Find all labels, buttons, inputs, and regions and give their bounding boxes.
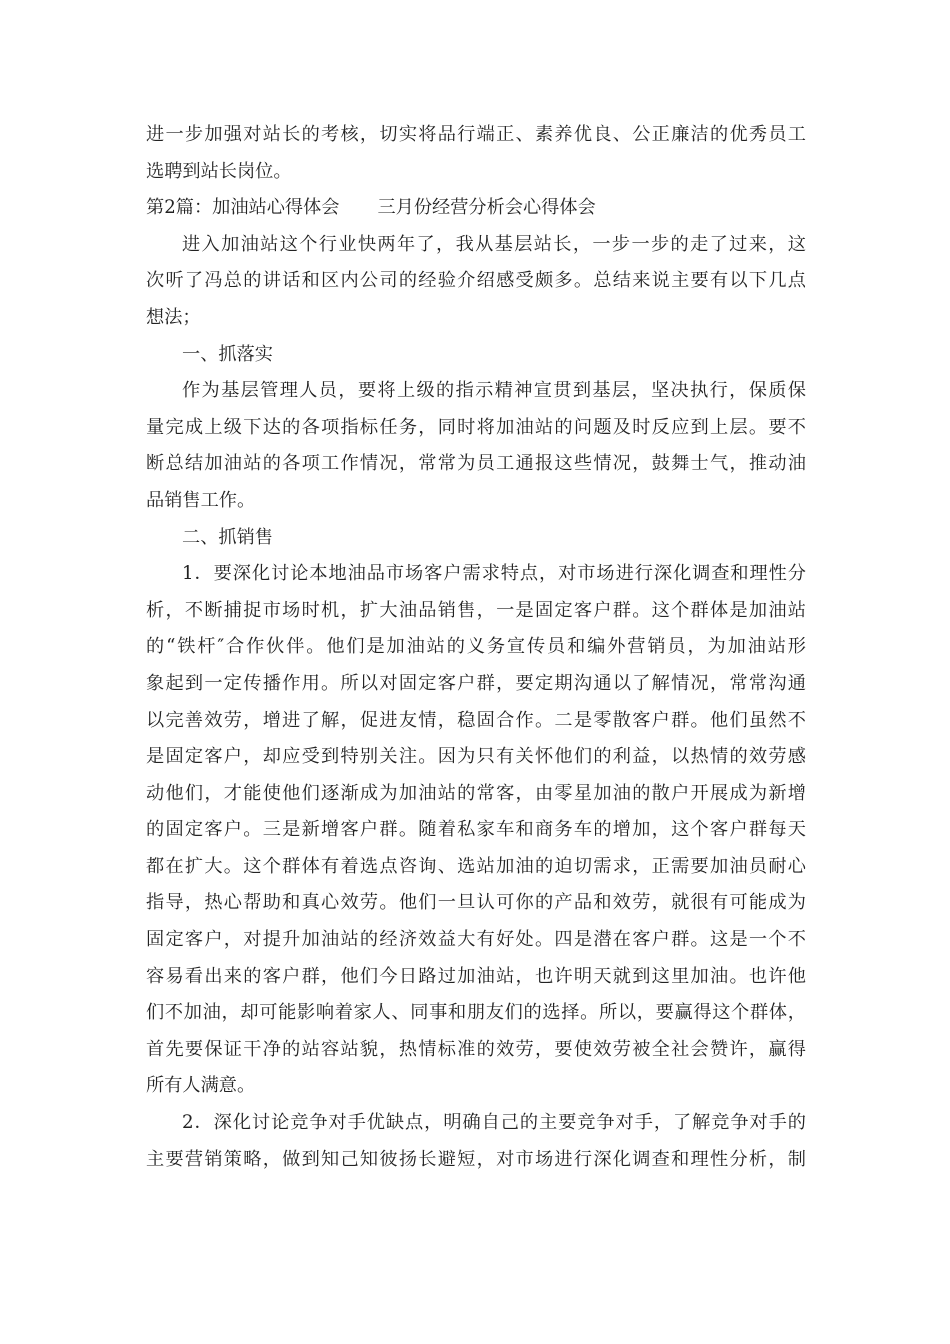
text-line: 容易看出来的客户群，他们今日路过加油站，也许明天就到这里加油。也许他 [146, 965, 806, 987]
text-line: 象起到一定传播作用。所以对固定客户群，要定期沟通以了解情况，常常沟通 [146, 672, 806, 694]
text-line: 1．要深化讨论本地油品市场客户需求特点，对市场进行深化调查和理性分 [182, 563, 806, 585]
paragraph-competitors [146, 1105, 806, 1178]
text-line: 断总结加油站的各项工作情况，常常为员工通报这些情况，鼓舞士气，推动油 [146, 453, 806, 475]
text-line: 进一步加强对站长的考核，切实将品行端正、素养优良、公正廉洁的优秀员工 [146, 124, 806, 145]
document-page [146, 117, 806, 1178]
heading-implementation: 一、抓落实 [182, 343, 273, 365]
text-line: 动他们，才能使他们逐渐成为加油站的常客，由零星加油的散户开展成为新增 [146, 782, 806, 804]
section-title [146, 190, 806, 227]
text-line: 主要营销策略，做到知己知彼扬长避短，对市场进行深化调查和理性分析，制 [146, 1148, 806, 1170]
text-line: 选聘到站长岗位。 [146, 160, 292, 182]
text-line: 指导，热心帮助和真心效劳。他们一旦认可你的产品和效劳，就很有可能成为 [146, 892, 806, 914]
text-line: 所有人满意。 [146, 1075, 256, 1097]
text-line: 的“铁杆″合作伙伴。他们是加油站的义务宣传员和编外营销员，为加油站形 [146, 636, 806, 658]
text-line: 量完成上级下达的各项指标任务，同时将加油站的问题及时反应到上层。要不 [146, 416, 806, 438]
intro-paragraph [146, 117, 806, 190]
text-line: 2．深化讨论竞争对手优缺点，明确自己的主要竞争对手，了解竞争对手的 [182, 1112, 806, 1134]
text-line: 次听了冯总的讲话和区内公司的经验介绍感受颇多。总结来说主要有以下几点 [146, 270, 806, 292]
text-line: 的固定客户。三是新增客户群。随着私家车和商务车的增加，这个客户群每天 [146, 819, 806, 841]
section-title-part2: 三月份经营分析会心得体会 [377, 197, 596, 219]
text-line: 是固定客户，却应受到特别关注。因为只有关怀他们的利益，以热情的效劳感 [146, 746, 806, 768]
text-line: 品销售工作。 [146, 489, 256, 511]
text-line: 进入加油站这个行业快两年了，我从基层站长，一步一步的走了过来，这 [182, 233, 806, 255]
text-line: 作为基层管理人员，要将上级的指示精神宣贯到基层，坚决执行，保质保 [182, 380, 806, 402]
text-line: 们不加油，却可能影响着家人、同事和朋友们的选择。所以，要赢得这个群体， [146, 1002, 806, 1024]
heading-sales: 二、抓销售 [182, 526, 273, 548]
text-line: 固定客户，对提升加油站的经济效益大有好处。四是潜在客户群。这是一个不 [146, 929, 806, 951]
section-title-part1: 第2篇：加油站心得体会 [146, 197, 340, 219]
text-line: 都在扩大。这个群体有着选点咨询、选站加油的迫切需求，正需要加油员耐心 [146, 855, 806, 877]
text-line: 想法； [146, 306, 201, 328]
paragraph-customer-groups [146, 556, 806, 1105]
paragraph-intro-thoughts [146, 227, 806, 337]
text-line: 首先要保证干净的站容站貌，热情标准的效劳，要使效劳被全社会赞许，赢得 [146, 1038, 806, 1060]
paragraph-implementation [146, 373, 806, 519]
text-line: 以完善效劳，增进了解，促进友情，稳固合作。二是零散客户群。他们虽然不 [146, 709, 806, 731]
text-line: 析，不断捕捉市场时机，扩大油品销售，一是固定客户群。这个群体是加油站 [146, 599, 806, 621]
